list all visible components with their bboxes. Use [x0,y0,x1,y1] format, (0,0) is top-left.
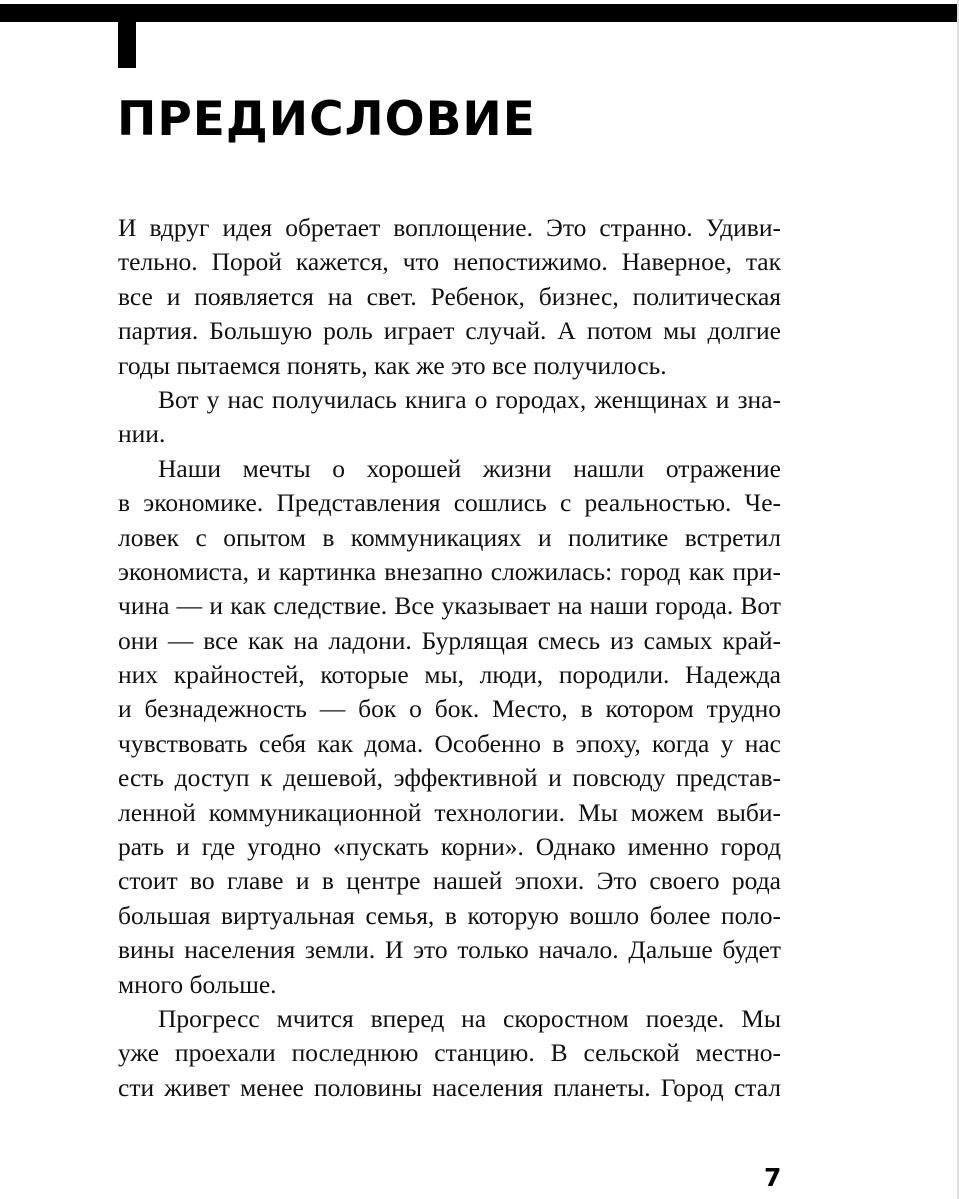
text-line: ленной коммуникационной технологии. Мы можем выби- [118,797,781,827]
text-line: уже проехали последнюю станцию. В сельской местно- [118,1038,781,1068]
text-line: в экономике. Представления сошлись с реальностью. Че- [118,488,781,518]
text-line: они — все как на ладони. Бурлящая смесь из самых край- [118,625,781,655]
text-line: много больше. [118,969,277,999]
text-line: Вот у нас получилась книга о городах, женщинах и зна- [158,384,781,414]
top-decorative-bar [0,4,957,22]
text-line: ловек с опытом в коммуникациях и политике встретил [118,522,781,552]
text-line: тельно. Порой кажется, что непостижимо. Наверное, так [118,247,781,277]
text-line: стоит во главе и в центре нашей эпохи. Это своего рода [118,866,781,896]
text-line: рать и где угодно «пускать корни». Однако именно город [118,832,781,862]
text-line: них крайностей, которые мы, люди, породили. Надежда [118,660,781,690]
chapter-title: ПРЕДИСЛОВИЕ [117,92,536,147]
text-line: годы пытаемся понять, как же это все получилось. [118,350,667,380]
text-line: Наши мечты о хорошей жизни нашли отражение [158,453,781,483]
text-line: нии. [118,419,166,449]
text-line: экономиста, и картинка внезапно сложилась: город как при- [118,556,781,586]
text-line: вины населения земли. И это только начало. Дальше будет [118,935,781,965]
body-text [118,211,781,1105]
text-line: сти живет менее половины населения планеты. Город стал [118,1072,781,1102]
text-line: Прогресс мчится вперед на скоростном поезде. Мы [158,1003,781,1033]
text-line: И вдруг идея обретает воплощение. Это странно. Удиви- [118,213,781,242]
page-number: 7 [764,1163,782,1192]
text-line: чина — и как следствие. Все указывает на наши города. Вот [118,591,781,621]
text-line: партия. Большую роль играет случай. А потом мы долгие [118,316,781,346]
text-line: большая виртуальная семья, в которую вошло более поло- [118,900,781,930]
text-line: чувствовать себя как дома. Особенно в эпоху, когда у нас [118,728,781,758]
text-line: есть доступ к дешевой, эффективной и повсюду представ- [118,763,781,793]
text-line: все и появляется на свет. Ребенок, бизнес, политическая [118,281,781,311]
chapter-marker-tab [118,20,136,68]
text-line: и безнадежность — бок о бок. Место, в котором трудно [118,694,781,724]
